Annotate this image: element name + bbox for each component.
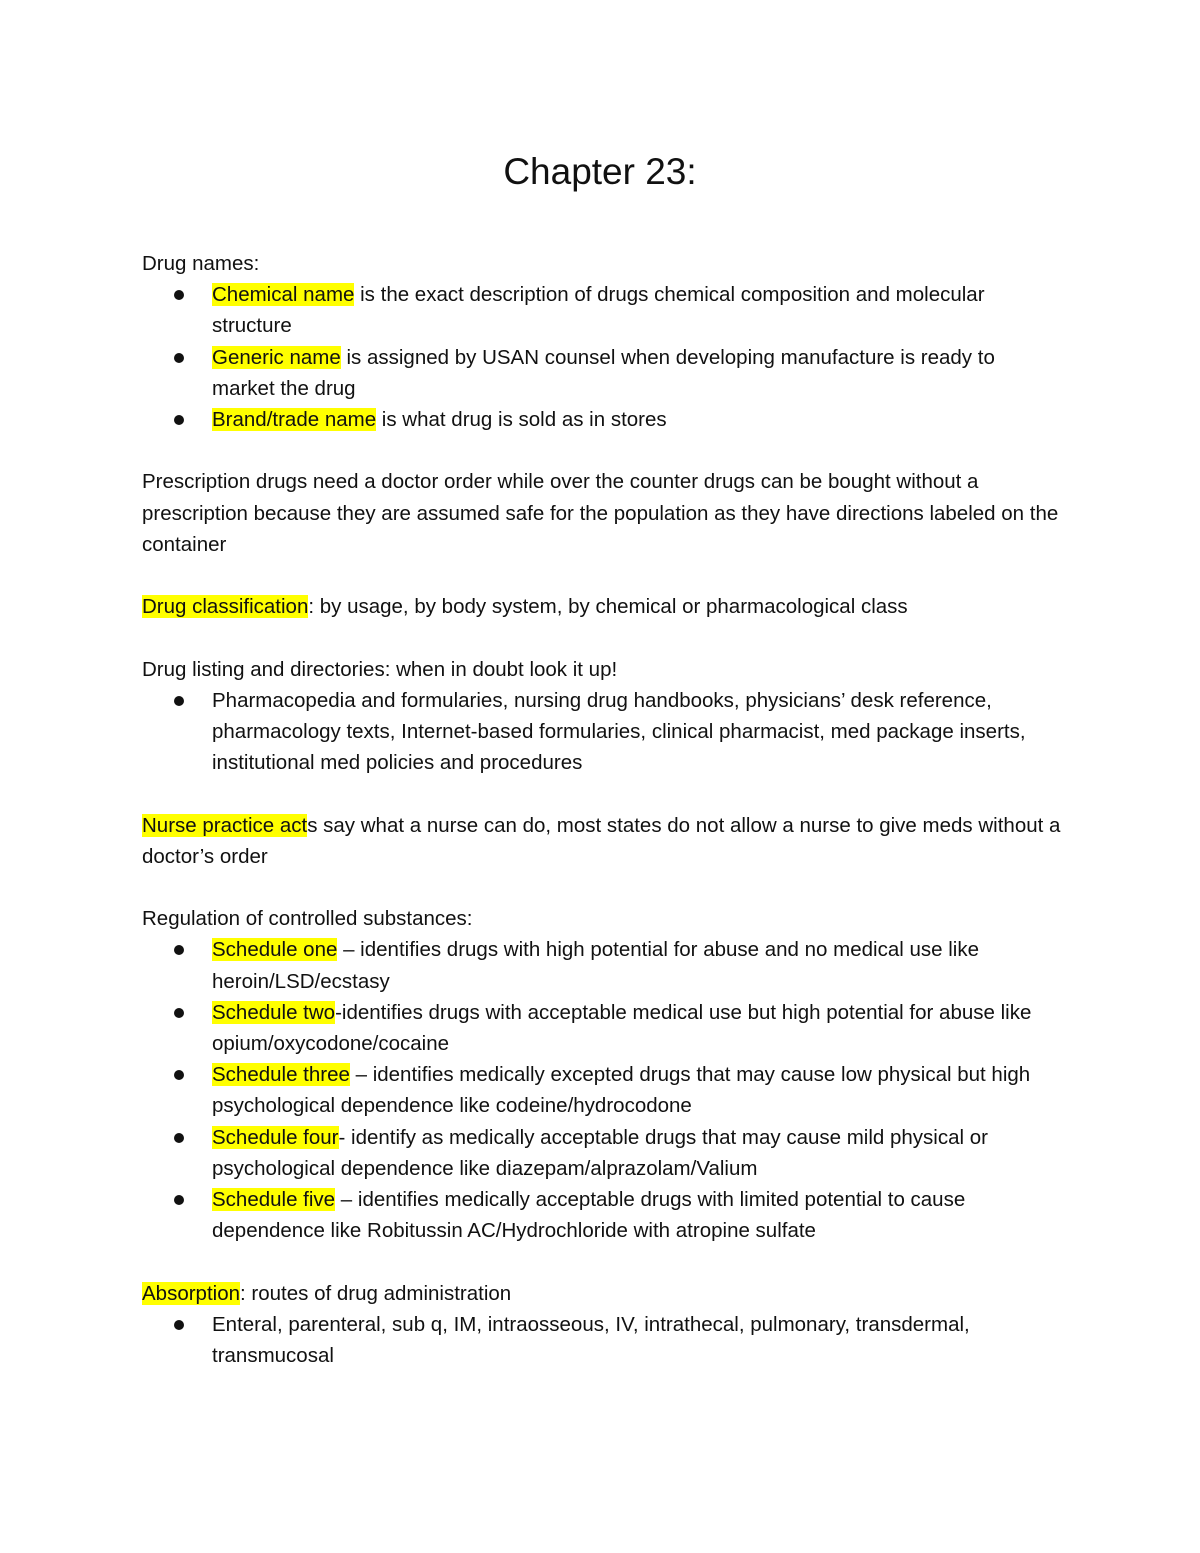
document-body — [142, 248, 1062, 1371]
item-text: is assigned by USAN counsel when developing manufacture is ready to market the drug — [212, 345, 995, 400]
nurse-practice-paragraph — [142, 810, 1062, 872]
list-item — [142, 404, 1062, 435]
bullet-icon — [174, 1133, 184, 1143]
highlighted-term: Generic name — [212, 345, 341, 369]
bullet-icon — [174, 415, 184, 425]
item-text: - identify as medically acceptable drugs that may cause mild physical or psychological dependence like diazepam/alprazolam/Valium — [212, 1125, 988, 1180]
list-item — [142, 997, 1062, 1059]
highlighted-term: Chemical name — [212, 283, 355, 307]
item-text: -identifies drugs with acceptable medical use but high potential for abuse like opium/oxycodone/cocaine — [212, 1000, 1032, 1055]
regulation-list — [142, 934, 1062, 1246]
paragraph-text: : routes of drug administration — [240, 1281, 512, 1305]
classification-paragraph — [142, 591, 1062, 622]
spacer — [142, 872, 1062, 903]
list-item — [142, 1184, 1062, 1246]
highlighted-term: Schedule three — [212, 1063, 350, 1087]
highlighted-term: Drug classification — [142, 595, 309, 619]
list-item — [142, 1059, 1062, 1121]
item-text: – identifies drugs with high potential for abuse and no medical use like heroin/LSD/ecstasy — [212, 938, 979, 993]
bullet-icon — [174, 945, 184, 955]
highlighted-term: Absorption — [142, 1281, 241, 1305]
highlighted-term: Nurse practice act — [142, 813, 308, 837]
absorption-list — [142, 1309, 1062, 1371]
spacer — [142, 1246, 1062, 1277]
item-text: Pharmacopedia and formularies, nursing drug handbooks, physicians’ desk reference, pharmacology texts, Internet-based formularies, clinical pharmacist, med package inserts, institutional med policies and procedures — [212, 688, 1026, 775]
spacer — [142, 560, 1062, 591]
list-item — [142, 279, 1062, 341]
bullet-icon — [174, 353, 184, 363]
bullet-icon — [174, 696, 184, 706]
drug-names-heading: Drug names: — [142, 252, 260, 275]
spacer — [142, 778, 1062, 809]
list-item — [142, 342, 1062, 404]
item-text: is what drug is sold as in stores — [376, 408, 667, 432]
item-text: – identifies medically excepted drugs that may cause low physical but high psychological dependence like codeine/hydrocodone — [212, 1063, 1031, 1118]
bullet-icon — [174, 1008, 184, 1018]
list-item — [142, 1309, 1062, 1371]
item-text: Enteral, parenteral, sub q, IM, intraosseous, IV, intrathecal, pulmonary, transdermal, transmucosal — [212, 1312, 970, 1368]
paragraph-text: : by usage, by body system, by chemical or pharmacological class — [308, 595, 908, 619]
regulation-heading: Regulation of controlled substances: — [142, 907, 473, 931]
item-text: – identifies medically acceptable drugs with limited potential to cause dependence like Robitussin AC/Hydrochloride with atropine sulfate — [212, 1188, 966, 1243]
list-item — [142, 685, 1062, 779]
bullet-icon — [174, 1195, 184, 1205]
spacer — [142, 435, 1062, 466]
list-item — [142, 1122, 1062, 1184]
highlighted-term: Schedule two — [212, 1000, 336, 1024]
highlighted-term: Schedule five — [212, 1188, 336, 1212]
highlighted-term: Schedule one — [212, 938, 338, 962]
bullet-icon — [174, 1070, 184, 1080]
spacer — [142, 622, 1062, 653]
highlighted-term: Brand/trade name — [212, 408, 377, 432]
paragraph-text: s say what a nurse can do, most states do not allow a nurse to give meds without a doctor’s order — [142, 813, 1061, 868]
bullet-icon — [174, 1320, 184, 1330]
highlighted-term: Schedule four — [212, 1125, 339, 1149]
list-item — [142, 934, 1062, 996]
listing-heading: Drug listing and directories: when in doubt look it up! — [142, 657, 618, 681]
bullet-icon — [174, 290, 184, 300]
page-title: Chapter 23: — [503, 151, 697, 192]
absorption-paragraph — [142, 1278, 1062, 1309]
prescription-paragraph: Prescription drugs need a doctor order while over the counter drugs can be bought without a prescription because they are assumed safe for the population as they have directions labeled on the container — [142, 470, 1059, 556]
drug-names-list — [142, 279, 1062, 435]
listing-list — [142, 685, 1062, 779]
item-text: is the exact description of drugs chemical composition and molecular structure — [212, 283, 985, 338]
